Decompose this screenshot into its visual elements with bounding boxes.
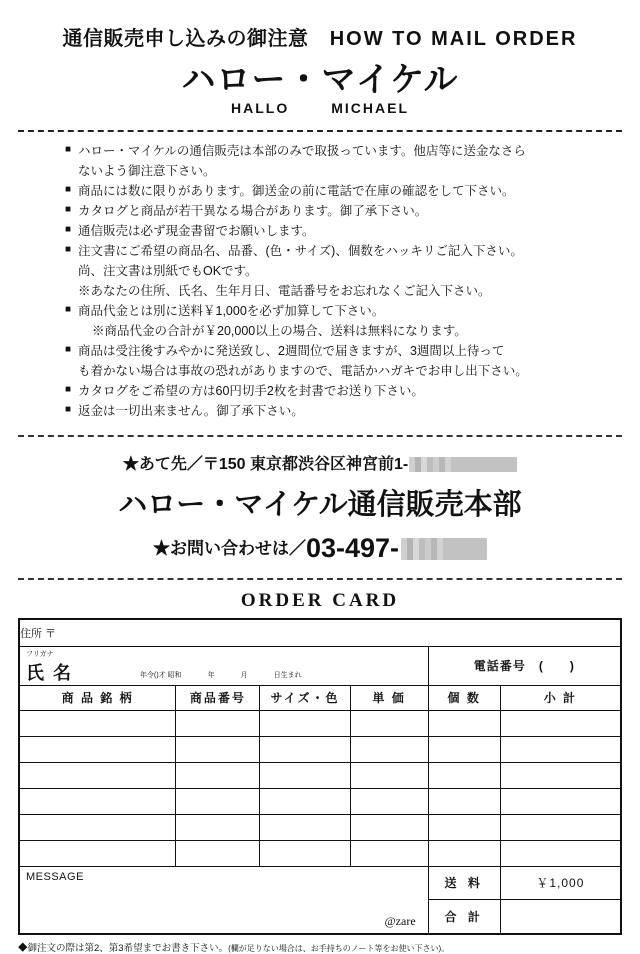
list-item: ないよう御注意下さい。: [78, 163, 216, 178]
cell-subtotal[interactable]: [500, 814, 620, 840]
cell-size-color[interactable]: [260, 762, 350, 788]
table-row: [20, 762, 621, 788]
cell-code[interactable]: [176, 736, 260, 762]
cell-size-color[interactable]: [260, 736, 350, 762]
cell-size-color[interactable]: [260, 788, 350, 814]
table-row: [20, 866, 621, 900]
table-row: [20, 788, 621, 814]
cell-subtotal[interactable]: [500, 736, 620, 762]
list-item: ■ 商品は受注後すみやかに発送致し、2週間位で届きますが、3週間以上待って: [65, 343, 505, 358]
year-label: 年: [207, 671, 215, 679]
cell-quantity[interactable]: [428, 788, 500, 814]
telephone-field[interactable]: [428, 646, 620, 685]
table-row: [20, 619, 621, 646]
table-row: [20, 736, 621, 762]
list-item: ■ ハロー・マイケルの通信販売は本部のみで取扱っています。他店等に送金なさら: [65, 143, 526, 158]
bullet-icon: ■: [65, 343, 72, 355]
bullet-icon: ■: [65, 243, 72, 255]
bullet-icon: ■: [65, 303, 72, 315]
footnote-subtext: (欄が足りない場合は、お手持ちのノート等をお使い下さい)。: [228, 943, 450, 953]
cell-unit-price[interactable]: [350, 840, 428, 866]
column-header-product: 商 品 銘 柄: [20, 685, 176, 710]
list-item: ■ 注文書にご希望の商品名、品番、(色・サイズ)、個数をハッキリご記入下さい。: [65, 243, 523, 258]
brand-name-en: [18, 100, 622, 116]
contact-line: [18, 533, 622, 564]
brand-name-jp: ハロー・マイケル: [181, 61, 459, 99]
company-name: ハロー・マイケル通信販売本部: [118, 488, 522, 521]
cell-code[interactable]: [176, 840, 260, 866]
column-header-size-color: サイズ・色: [260, 685, 350, 710]
contact-number: 03-497-: [305, 532, 400, 563]
cell-code[interactable]: [176, 710, 260, 736]
cell-subtotal[interactable]: [500, 788, 620, 814]
cell-quantity[interactable]: [428, 840, 500, 866]
order-card-table: [19, 619, 621, 934]
bullet-icon: ■: [65, 403, 72, 415]
era-label: )才 昭和: [156, 671, 182, 679]
footnote: [18, 940, 622, 954]
column-header-unit-price: 単 価: [350, 685, 428, 710]
contact-label: ★お問い合わせは／: [152, 538, 306, 558]
order-card-title: ORDER CARD: [240, 589, 400, 611]
cell-subtotal[interactable]: [500, 840, 620, 866]
column-header-subtotal: 小 計: [500, 685, 620, 710]
column-header-quantity: 個 数: [428, 685, 500, 710]
order-card: [18, 618, 622, 935]
cell-code[interactable]: [176, 814, 260, 840]
page-title: [18, 22, 622, 51]
cell-unit-price[interactable]: [350, 814, 428, 840]
footnote-text: 御注文の際は第2、第3希望までお書き下さい。: [27, 942, 229, 954]
cell-unit-price[interactable]: [350, 736, 428, 762]
table-header-row: [20, 685, 621, 710]
cell-product[interactable]: [20, 736, 176, 762]
cell-unit-price[interactable]: [350, 788, 428, 814]
mail-to-label: ★あて先／〒150 東京都渋谷区神宮前1-: [122, 455, 409, 473]
cell-product[interactable]: [20, 840, 176, 866]
brand-name-en-left: HALLO: [231, 99, 290, 116]
message-label: MESSAGE: [26, 870, 84, 883]
cell-unit-price[interactable]: [350, 710, 428, 736]
list-item: ■ 返金は一切出来ません。御了承下さい。: [65, 403, 304, 418]
mail-to-line: [18, 451, 622, 474]
page-title-en: HOW TO MAIL ORDER: [329, 28, 578, 50]
list-item: も着かない場合は事故の恐れがありますので、電話かハガキでお申し出下さい。: [78, 363, 528, 378]
cell-quantity[interactable]: [428, 762, 500, 788]
cell-code[interactable]: [176, 762, 260, 788]
bullet-icon: ■: [65, 203, 72, 215]
address-field[interactable]: [20, 619, 621, 646]
telephone-label: 電話番号: [473, 659, 526, 674]
cell-size-color[interactable]: [260, 840, 350, 866]
bullet-icon: ■: [65, 383, 72, 395]
total-label: 合 計: [428, 900, 500, 934]
footnote-marker-icon: ◆: [18, 942, 28, 954]
name-field[interactable]: [20, 646, 429, 685]
shipping-value: ￥1,000: [500, 866, 620, 900]
telephone-paren-open: (: [538, 659, 544, 674]
cell-product[interactable]: [20, 788, 176, 814]
table-row: [20, 814, 621, 840]
list-item: 尚、注文書は別紙でもOKです。: [78, 263, 258, 278]
divider-top: [18, 130, 622, 132]
table-row: [20, 840, 621, 866]
list-item: ■ 通信販売は必ず現金書留でお願いします。: [65, 223, 315, 238]
cell-subtotal[interactable]: [500, 762, 620, 788]
redacted-address-block: [409, 457, 517, 472]
month-label: 月: [240, 671, 248, 679]
notice-list: [18, 142, 622, 421]
furigana-label: フリガナ: [26, 650, 54, 658]
redacted-phone-block: [401, 538, 487, 560]
table-row: [20, 710, 621, 736]
signature-watermark: @zare: [384, 913, 416, 928]
total-value[interactable]: [500, 900, 620, 934]
cell-quantity[interactable]: [428, 710, 500, 736]
bullet-icon: ■: [65, 183, 72, 195]
list-item: ■ カタログと商品が若干異なる場合があります。御了承下さい。: [65, 203, 428, 218]
name-label: 氏 名: [26, 662, 74, 683]
list-item: ■ カタログをご希望の方は60円切手2枚を封書でお送り下さい。: [65, 383, 424, 398]
cell-quantity[interactable]: [428, 814, 500, 840]
cell-quantity[interactable]: [428, 736, 500, 762]
list-item: ■ 商品には数に限りがあります。御送金の前に電話で在庫の確認をして下さい。: [65, 183, 515, 198]
column-header-code: 商品番号: [176, 685, 260, 710]
cell-product[interactable]: [20, 710, 176, 736]
age-label: 年令(: [140, 671, 157, 679]
brand-name-en-right: MICHAEL: [331, 99, 409, 116]
cell-code[interactable]: [176, 788, 260, 814]
list-item: ※あなたの住所、氏名、生年月日、電話番号をお忘れなくご記入下さい。: [78, 283, 491, 298]
cell-product[interactable]: [20, 814, 176, 840]
table-row: [20, 646, 621, 685]
list-item: ※商品代金の合計が￥20,000以上の場合、送料は無料になります。: [92, 323, 467, 338]
cell-size-color[interactable]: [260, 710, 350, 736]
cell-subtotal[interactable]: [500, 710, 620, 736]
telephone-paren-close: ): [569, 659, 575, 674]
page-title-jp: 通信販売申し込みの御注意: [62, 28, 309, 50]
divider-bottom: [18, 578, 622, 580]
bullet-icon: ■: [65, 223, 72, 235]
divider-middle: [18, 435, 622, 437]
day-label: 日生まれ: [273, 671, 302, 679]
bullet-icon: ■: [65, 143, 72, 155]
shipping-label: 送 料: [428, 866, 500, 900]
message-field[interactable]: [20, 866, 429, 933]
address-label: 住所 〒: [20, 627, 57, 640]
cell-size-color[interactable]: [260, 814, 350, 840]
birthdate-field[interactable]: [140, 669, 302, 680]
cell-product[interactable]: [20, 762, 176, 788]
cell-unit-price[interactable]: [350, 762, 428, 788]
list-item: ■ 商品代金とは別に送料￥1,000を必ず加算して下さい。: [65, 303, 385, 318]
mail-order-page: [0, 22, 640, 954]
